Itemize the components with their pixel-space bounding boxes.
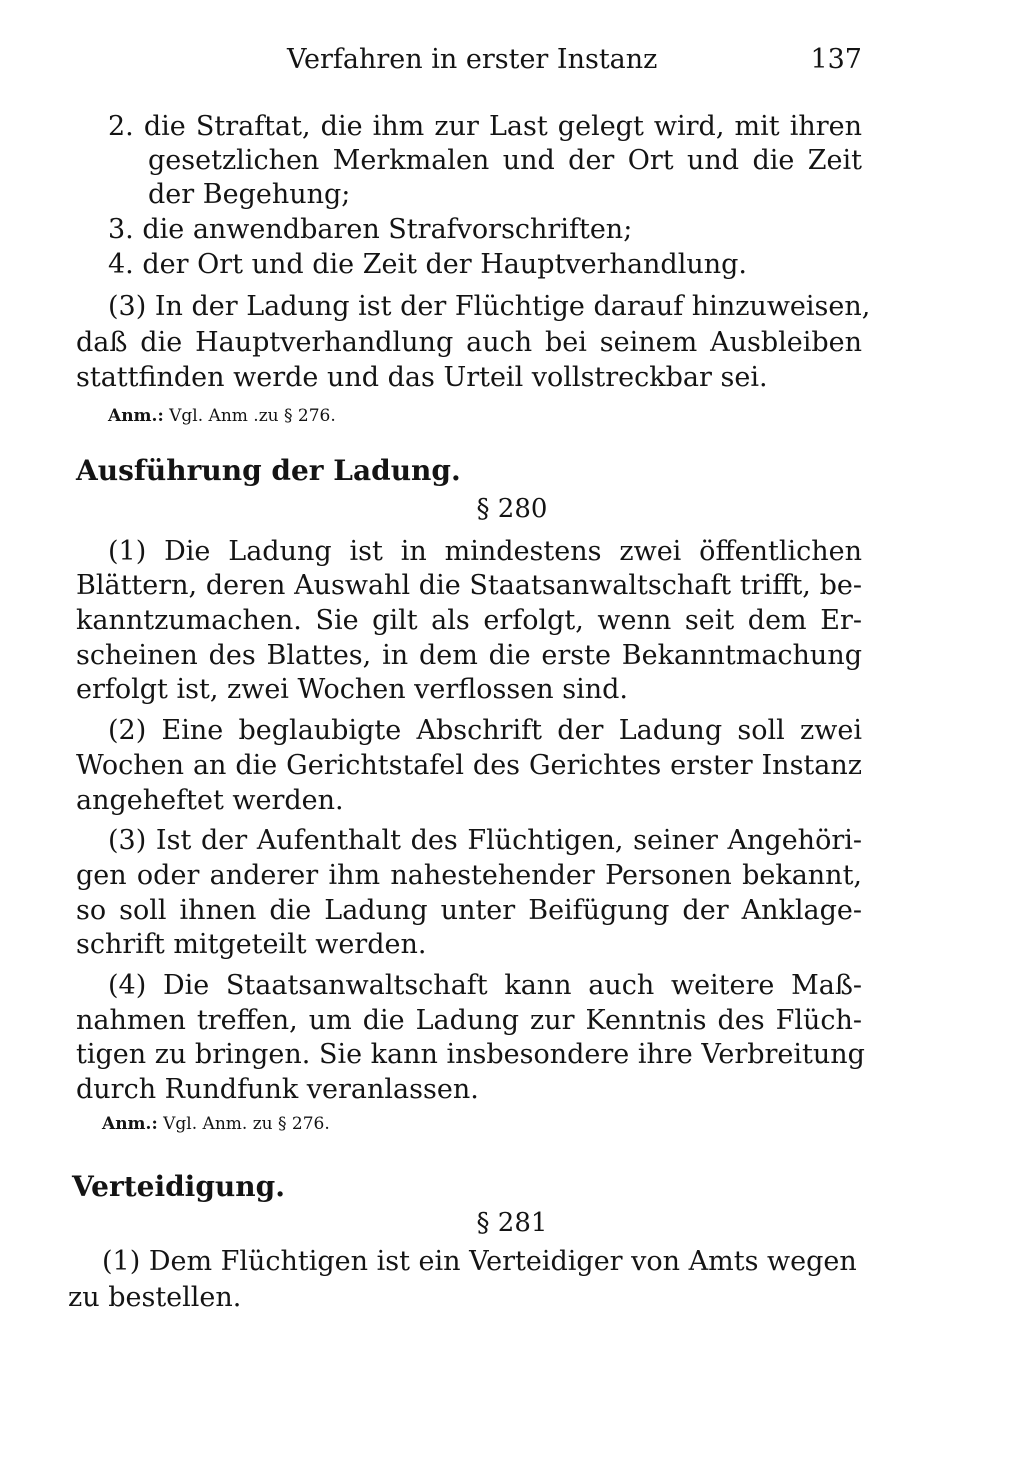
section-280-p4-line-4: durch Rundfunk veranlassen. [76, 1074, 479, 1105]
section-280-p4-line-3: tigen zu bringen. Sie kann insbesondere ihre Verbreitung [76, 1039, 865, 1070]
section-280-p3-line-2: gen oder anderer ihm nahestehender Personen bekannt, [76, 860, 862, 891]
section-280-p3-line-3: so soll ihnen die Ladung unter Beifügung der Anklage- [76, 895, 862, 926]
annotation-text: Vgl. Anm. zu § 276. [163, 1114, 330, 1134]
section-280-p2-line-1: (2) Eine beglaubigte Abschrift der Ladung soll zwei [108, 715, 862, 746]
page-number: 137 [810, 44, 862, 75]
section-280-p4-line-1: (4) Die Staatsanwaltschaft kann auch weitere Maß- [108, 970, 862, 1001]
section-280-p3-line-1: (3) Ist der Aufenthalt des Flüchtigen, seiner Angehöri- [108, 825, 862, 856]
list-item-4: 4. der Ort und die Zeit der Hauptverhandlung. [108, 249, 747, 280]
annotation-note [108, 404, 336, 428]
paragraph-3-line-1: (3) In der Ladung ist der Flüchtige darauf hinzuweisen, [108, 291, 871, 322]
section-280-p2-line-2: Wochen an die Gerichtstafel des Gerichtes erster Instanz [76, 750, 862, 781]
section-280-p1-line-2: Blättern, deren Auswahl die Staatsanwaltschaft trifft, be- [76, 570, 862, 601]
section-280-p4-line-2: nahmen treffen, um die Ladung zur Kenntnis des Flüch- [76, 1005, 862, 1036]
section-280-p3-line-4: schrift mitgeteilt werden. [76, 929, 427, 960]
annotation-label: Anm.: [108, 406, 164, 426]
section-number: § 281 [476, 1208, 548, 1238]
section-heading: Verteidigung. [72, 1170, 285, 1203]
paragraph-3-line-2: daß die Hauptverhandlung auch bei seinem Ausbleiben [76, 327, 862, 358]
section-281-p1-line-1: (1) Dem Flüchtigen ist ein Verteidiger von Amts wegen [102, 1246, 857, 1277]
section-280-p2-line-3: angeheftet werden. [76, 785, 344, 816]
paragraph-3-line-3: stattfinden werde und das Urteil vollstreckbar sei. [76, 362, 768, 393]
section-number: § 280 [476, 494, 548, 524]
section-280-p1-line-5: erfolgt ist, zwei Wochen verflossen sind. [76, 674, 628, 705]
annotation-note [102, 1112, 330, 1136]
running-header-title: Verfahren in erster Instanz [287, 44, 658, 75]
section-280-p1-line-1: (1) Die Ladung ist in mindestens zwei öffentlichen [108, 536, 862, 567]
list-item-2-line-2: gesetzlichen Merkmalen und der Ort und die Zeit [148, 145, 862, 176]
list-item-2-line-3: der Begehung; [148, 179, 351, 210]
section-heading: Ausführung der Ladung. [76, 454, 461, 487]
annotation-text: Vgl. Anm .zu § 276. [169, 406, 336, 426]
list-item-2-line-1: 2. die Straftat, die ihm zur Last gelegt wird, mit ihren [108, 111, 862, 142]
section-280-p1-line-4: scheinen des Blattes, in dem die erste Bekanntmachung [76, 640, 862, 671]
section-280-p1-line-3: kanntzumachen. Sie gilt als erfolgt, wenn seit dem Er- [76, 605, 862, 636]
annotation-label: Anm.: [102, 1114, 158, 1134]
section-281-p1-line-2: zu bestellen. [68, 1282, 242, 1313]
list-item-3: 3. die anwendbaren Strafvorschriften; [108, 214, 633, 245]
